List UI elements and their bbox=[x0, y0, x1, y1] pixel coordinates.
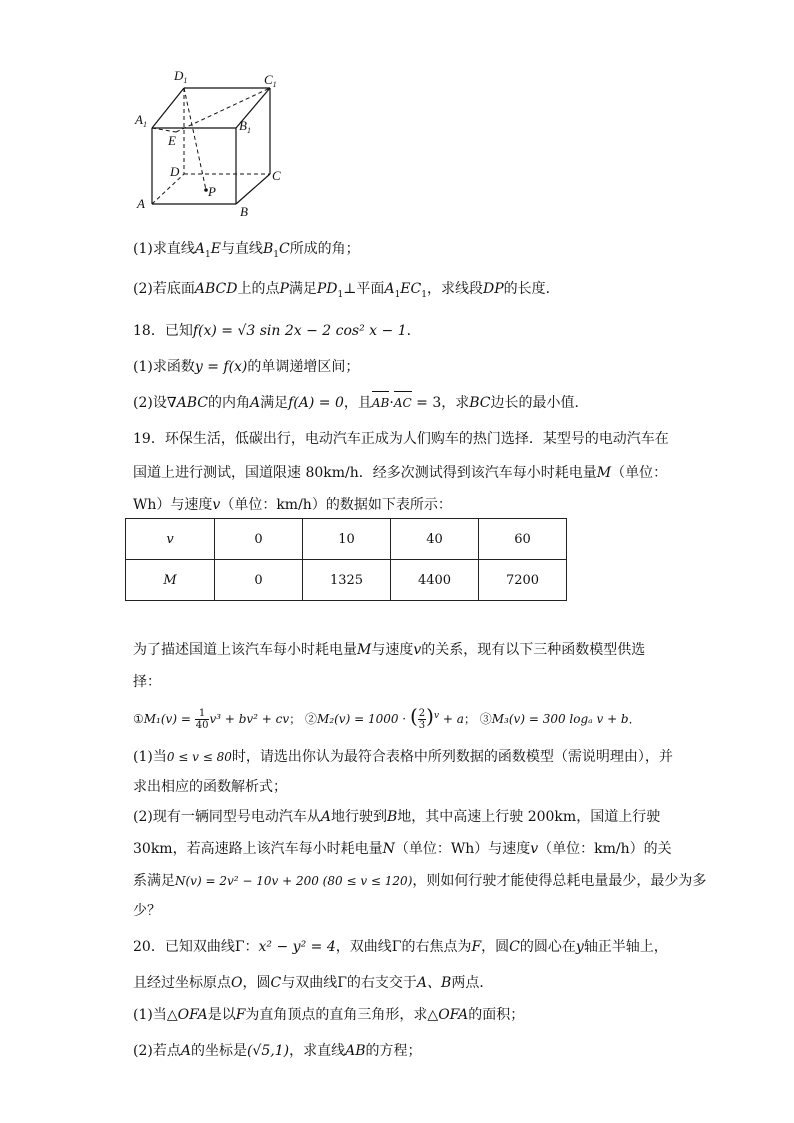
math: A、B bbox=[416, 975, 452, 991]
fraction bbox=[195, 708, 210, 731]
text: 的圆心在 bbox=[519, 939, 576, 955]
math: N(v) = 2v² − 10v + 200 (80 ≤ v ≤ 120) bbox=[175, 874, 413, 888]
sub: 1 bbox=[204, 249, 211, 260]
edge-A1D1 bbox=[152, 88, 184, 128]
paren: ) bbox=[426, 704, 434, 728]
table-row bbox=[126, 519, 567, 560]
text: ，圆 bbox=[481, 939, 510, 955]
text: 的关系，现有以下三种函数模型供选 bbox=[421, 642, 646, 658]
table-cell: 60 bbox=[479, 519, 567, 560]
text: 少？ bbox=[133, 903, 161, 919]
text: 轴正半轴上， bbox=[583, 939, 668, 955]
fraction bbox=[418, 708, 426, 731]
vector-AC: AC bbox=[393, 396, 412, 410]
sub: 1 bbox=[337, 289, 344, 300]
text: 上的点 bbox=[237, 281, 280, 297]
math: f(A) = 0 bbox=[288, 395, 344, 411]
label-D: D bbox=[170, 164, 180, 179]
label-A1: $A_1$ bbox=[135, 112, 147, 129]
text: 与双曲线Γ的右支交于 bbox=[281, 975, 417, 991]
q19-part2-line2 bbox=[133, 840, 672, 858]
text: ； bbox=[463, 712, 476, 726]
text: (1)当 bbox=[133, 1007, 167, 1023]
label-C1: $C_1$ bbox=[264, 72, 277, 89]
text: (1)求函数 bbox=[133, 359, 195, 375]
text: 时，请选出你认为最符合表格中所列数据的函数模型（需说明理由），并 bbox=[231, 749, 673, 765]
label-D1: $D_1$ bbox=[174, 68, 188, 85]
text: ，双曲线Γ的右焦点为 bbox=[335, 939, 472, 955]
text: 19．环保生活，低碳出行，电动汽车正成为人们购车的热门选择．某型号的电动汽车在 bbox=[133, 431, 669, 447]
segment-EC1 bbox=[176, 88, 270, 132]
math: N bbox=[382, 841, 395, 857]
math: F bbox=[235, 1007, 246, 1023]
text: ，求线段 bbox=[426, 281, 483, 297]
numerator: 1 bbox=[195, 708, 210, 720]
math: E bbox=[210, 241, 221, 257]
math: △OFA bbox=[427, 1007, 469, 1023]
text: （单位：km/h）的数据如下表所示： bbox=[220, 497, 452, 513]
label-B: B bbox=[240, 204, 248, 219]
text: 满足 bbox=[288, 281, 317, 297]
q19-part2-line1 bbox=[133, 808, 660, 826]
math: C bbox=[509, 939, 520, 955]
text: 求出相应的函数解析式； bbox=[133, 779, 287, 795]
q17-part2 bbox=[133, 280, 560, 304]
math: M₂(v) = 1000 · bbox=[317, 712, 407, 726]
label-B1: $B_1$ bbox=[239, 118, 251, 135]
math: f bbox=[192, 323, 199, 339]
q20-part2 bbox=[133, 1042, 421, 1060]
q20-line1 bbox=[133, 938, 668, 956]
q19-part2-line4 bbox=[133, 902, 161, 920]
text: 系满足 bbox=[133, 873, 175, 889]
math: ABCD bbox=[194, 281, 238, 297]
math: A bbox=[180, 1043, 191, 1059]
q19-part1-line2 bbox=[133, 778, 287, 796]
text: 满足 bbox=[260, 395, 289, 411]
text: 的内角 bbox=[208, 395, 250, 411]
table-cell: M bbox=[126, 560, 215, 601]
text: 地行驶到 bbox=[330, 809, 387, 825]
text: 的方程； bbox=[365, 1043, 422, 1059]
text: ； bbox=[289, 712, 302, 726]
q18-part1 bbox=[133, 358, 359, 376]
math: M₁(v) = bbox=[143, 712, 191, 726]
q19-line4 bbox=[133, 641, 645, 659]
math: y bbox=[575, 939, 584, 955]
q20-part1 bbox=[133, 1006, 524, 1024]
q19-line2 bbox=[133, 464, 667, 482]
table-cell: 0 bbox=[215, 560, 303, 601]
math: M bbox=[357, 642, 372, 658]
table-cell: v bbox=[126, 519, 215, 560]
text: ，求 bbox=[441, 395, 470, 411]
q17-part1 bbox=[133, 240, 360, 264]
label-P: P bbox=[208, 184, 216, 199]
math: AB bbox=[345, 1043, 366, 1059]
math: A bbox=[384, 281, 395, 297]
math: M bbox=[596, 465, 612, 481]
q20-line2 bbox=[133, 974, 493, 992]
math: PD bbox=[316, 281, 338, 297]
table-cell: 7200 bbox=[479, 560, 567, 601]
numerator: 2 bbox=[418, 708, 426, 719]
label-C: C bbox=[272, 168, 281, 183]
text: 国道上进行测试，国道限速 80km/h．经多次测试得到该汽车每小时耗电量 bbox=[133, 465, 597, 481]
math: (√5,1) bbox=[246, 1043, 290, 1059]
text: 18．已知 bbox=[133, 323, 193, 339]
text: ，求直线 bbox=[289, 1043, 346, 1059]
math: v³ + bv² + cv bbox=[209, 712, 290, 726]
text: ，圆 bbox=[242, 975, 271, 991]
text: · bbox=[389, 395, 394, 411]
model-label: ③ bbox=[479, 712, 492, 726]
table-cell: 0 bbox=[215, 519, 303, 560]
math: BC bbox=[469, 395, 491, 411]
text: (2)现有一辆同型号电动汽车从 bbox=[133, 809, 321, 825]
text: 择： bbox=[133, 674, 161, 690]
q19-part2-line3 bbox=[133, 872, 706, 890]
math: + a bbox=[442, 712, 464, 726]
q19-line3 bbox=[133, 496, 452, 514]
model-label: ① bbox=[133, 712, 144, 726]
text: 为直角顶点的直角三角形，求 bbox=[245, 1007, 428, 1023]
sub: 1 bbox=[394, 289, 401, 300]
text: （单位：km/h）的关 bbox=[538, 841, 672, 857]
text: 的面积； bbox=[468, 1007, 525, 1023]
segment-D1P bbox=[184, 88, 206, 190]
table-cell: 10 bbox=[303, 519, 391, 560]
label-E: E bbox=[168, 133, 176, 148]
text: 的长度． bbox=[503, 281, 560, 297]
math: A bbox=[250, 395, 261, 411]
text: (2)若点 bbox=[133, 1043, 181, 1059]
q19-line1 bbox=[133, 430, 669, 448]
text: 是以 bbox=[207, 1007, 236, 1023]
text: 与速度 bbox=[371, 642, 414, 658]
text: ． bbox=[628, 712, 641, 726]
cube-figure bbox=[128, 62, 298, 222]
edge-BC bbox=[236, 174, 270, 204]
denominator: 3 bbox=[418, 720, 426, 731]
text: (1)求直线 bbox=[133, 241, 195, 257]
q19-line5 bbox=[133, 673, 161, 691]
math: x² − y² = 4 bbox=[258, 939, 336, 955]
math: y = f(x) bbox=[194, 359, 248, 375]
math: v bbox=[413, 642, 422, 658]
text: 为了描述国道上该汽车每小时耗电量 bbox=[133, 642, 357, 658]
text: (2)设 bbox=[133, 395, 167, 411]
math: A bbox=[194, 241, 205, 257]
text: 的坐标是 bbox=[190, 1043, 247, 1059]
text: （单位： bbox=[611, 465, 668, 481]
math: O bbox=[231, 975, 243, 991]
q19-models bbox=[133, 703, 641, 732]
text: ，则如何行驶才能使得总耗电量最少，最少为多 bbox=[412, 873, 707, 889]
denominator: 40 bbox=[195, 720, 209, 731]
text: (1)当 bbox=[133, 749, 167, 765]
math: B bbox=[262, 241, 274, 257]
math: P bbox=[279, 281, 289, 297]
paren: ( bbox=[409, 704, 418, 728]
math: DP bbox=[482, 281, 504, 297]
math: C bbox=[278, 241, 290, 257]
sub: 1 bbox=[273, 249, 279, 260]
vector-AB: AB bbox=[371, 396, 390, 410]
q18-stem bbox=[133, 322, 421, 340]
math: ∇ABC bbox=[166, 395, 208, 411]
table-cell: 40 bbox=[391, 519, 479, 560]
math: △OFA bbox=[166, 1007, 208, 1023]
text: （单位：Wh）与速度 bbox=[394, 841, 531, 857]
text: 20．已知双曲线Γ： bbox=[133, 939, 259, 955]
text: 的单调递增区间； bbox=[247, 359, 360, 375]
math: v bbox=[530, 841, 539, 857]
math: C bbox=[270, 975, 282, 991]
text: (2)若底面 bbox=[133, 281, 195, 297]
math: B bbox=[386, 809, 398, 825]
text: 两点． bbox=[451, 975, 494, 991]
label-A: A bbox=[137, 196, 145, 211]
math: A bbox=[320, 809, 331, 825]
math: EC bbox=[400, 281, 422, 297]
exponent: v bbox=[433, 711, 440, 721]
math: M₃(v) = 300 logₐ v + b bbox=[491, 712, 629, 726]
math: 0 ≤ v ≤ 80 bbox=[166, 750, 232, 764]
text: 与直线 bbox=[220, 241, 263, 257]
math: (x) = √3 sin 2x − 2 cos² x − 1 bbox=[198, 323, 407, 339]
table-row bbox=[126, 560, 567, 601]
text: ． bbox=[406, 323, 421, 339]
math: = 3 bbox=[411, 395, 442, 411]
q19-part1-line1 bbox=[133, 748, 673, 766]
q18-part2 bbox=[133, 394, 589, 412]
text: ⊥平面 bbox=[343, 281, 385, 297]
text: 所成的角； bbox=[289, 241, 360, 257]
text: 30km，若高速路上该汽车每小时耗电量 bbox=[133, 841, 383, 857]
text: ，且 bbox=[343, 395, 372, 411]
table-cell: 1325 bbox=[303, 560, 391, 601]
segment-A1E bbox=[152, 128, 176, 132]
text: 地，其中高速上行驶 200km，国道上行驶 bbox=[397, 809, 661, 825]
math: v bbox=[212, 497, 221, 513]
text: 边长的最小值． bbox=[490, 395, 589, 411]
data-table bbox=[125, 518, 567, 601]
text: 且经过坐标原点 bbox=[133, 975, 231, 991]
model-label: ② bbox=[305, 712, 318, 726]
table-cell: 4400 bbox=[391, 560, 479, 601]
text: Wh）与速度 bbox=[133, 497, 213, 513]
sub: 1 bbox=[421, 289, 427, 300]
math: F bbox=[471, 939, 482, 955]
